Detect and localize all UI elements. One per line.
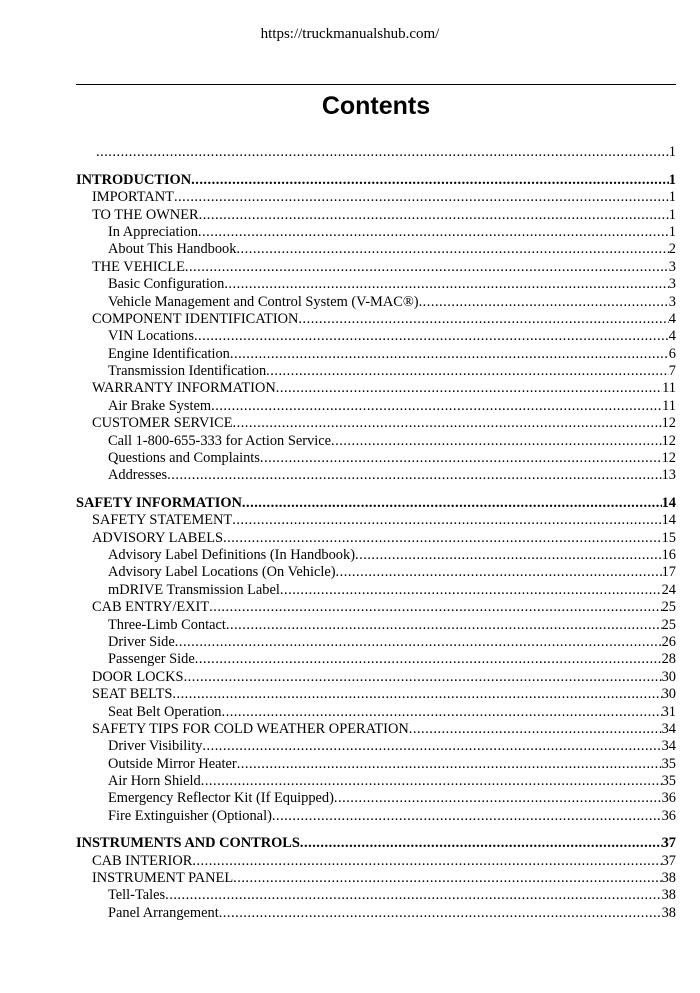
toc-subsection-entry[interactable] [0, 363, 700, 380]
toc-page-number: 17 [661, 564, 676, 581]
toc-page-number: 37 [661, 852, 676, 869]
toc-subsection-entry[interactable] [0, 581, 700, 598]
toc-page-number: 38 [661, 887, 676, 904]
dot-leader [185, 259, 669, 276]
toc-entry-label: Air Brake System [108, 397, 212, 414]
toc-entry-label: DOOR LOCKS [92, 668, 184, 685]
dot-leader [202, 738, 661, 755]
toc-page-number: 34 [661, 738, 676, 755]
toc-page-number: 31 [661, 703, 676, 720]
toc-page-number: 28 [661, 651, 676, 668]
toc-section-entry[interactable] [0, 870, 700, 887]
toc-section-entry[interactable] [0, 529, 700, 546]
toc-page-number: 2 [668, 241, 676, 258]
toc-section-entry[interactable] [0, 512, 700, 529]
toc-entry-label: Advisory Label Definitions (In Handbook) [108, 546, 355, 563]
toc-page-number: 36 [661, 790, 676, 807]
toc-page-number: 7 [668, 363, 676, 380]
toc-subsection-entry[interactable] [0, 345, 700, 362]
toc-section-entry[interactable] [0, 189, 700, 206]
dot-leader [165, 887, 661, 904]
dot-leader [222, 704, 662, 721]
dot-leader [96, 144, 669, 161]
toc-entry-label: Three-Limb Contact [108, 616, 226, 633]
toc-entry-label: Air Horn Shield [108, 773, 201, 790]
toc-page-number: 6 [668, 345, 676, 362]
dot-leader [209, 599, 661, 616]
toc-section-entry[interactable] [0, 852, 700, 869]
dot-leader [334, 790, 662, 807]
toc-entry-label: Outside Mirror Heater [108, 755, 237, 772]
toc-entry-label: Fire Extinguisher (Optional) [108, 807, 272, 824]
toc-entry-label: WARRANTY INFORMATION [92, 380, 276, 397]
toc-page-number: 3 [668, 258, 676, 275]
dot-leader [184, 669, 662, 686]
toc-entry-label: IMPORTANT [92, 189, 174, 206]
toc-page-number: 24 [661, 581, 676, 598]
dot-leader [192, 853, 661, 870]
toc-subsection-entry[interactable] [0, 738, 700, 755]
toc-subsection-entry[interactable] [0, 564, 700, 581]
toc-entry-label: Transmission Identification [108, 363, 267, 380]
toc-page-number: 14 [661, 512, 676, 529]
source-url: https://truckmanualshub.com/ [260, 26, 440, 42]
toc-entry-label: SAFETY INFORMATION [76, 494, 242, 511]
toc-page-number: 3 [668, 276, 676, 293]
section-gap [0, 825, 700, 835]
toc-page-number: 26 [661, 633, 676, 650]
toc-section-entry[interactable] [0, 599, 700, 616]
dot-leader [167, 467, 661, 484]
toc-entry-label: Basic Configuration [108, 276, 225, 293]
toc-entry-label: Panel Arrangement [108, 904, 219, 921]
toc-page-number: 38 [661, 904, 676, 921]
toc-entry-label: Engine Identification [108, 345, 230, 362]
toc-subsection-entry[interactable] [0, 293, 700, 310]
toc-entry-label: In Appreciation [108, 223, 198, 240]
toc-entry-label: mDRIVE Transmission Label [108, 581, 280, 598]
dot-leader [266, 363, 669, 380]
toc-page-number: 35 [661, 773, 676, 790]
dot-leader [280, 582, 662, 599]
toc-page-number: 25 [661, 599, 676, 616]
toc-entry-label: Questions and Complaints [108, 450, 260, 467]
toc-entry-label: Emergency Reflector Kit (If Equipped) [108, 790, 334, 807]
toc-chapter-entry[interactable] [0, 494, 700, 511]
toc-page-number: 37 [661, 835, 676, 852]
toc-subsection-entry[interactable] [0, 450, 700, 467]
toc-page-number: 1 [668, 206, 676, 223]
toc-entry-label: Driver Side [108, 633, 175, 650]
toc-chapter-entry[interactable] [0, 171, 700, 188]
toc-subsection-entry[interactable] [0, 467, 700, 484]
toc-subsection-entry[interactable] [0, 703, 700, 720]
toc-entry-label: Passenger Side [108, 651, 195, 668]
dot-leader [191, 172, 669, 189]
dot-leader [211, 398, 662, 415]
dot-leader [195, 651, 662, 668]
dot-leader [419, 294, 669, 311]
toc-section-entry[interactable] [0, 668, 700, 685]
toc-page-number: 12 [661, 450, 676, 467]
dot-leader [199, 207, 669, 224]
dot-leader [172, 686, 661, 703]
toc-page-number: 12 [661, 415, 676, 432]
toc-entry-label: COMPONENT IDENTIFICATION [92, 310, 299, 327]
toc-entry-label: TO THE OWNER [92, 206, 199, 223]
toc-page-number: 30 [661, 686, 676, 703]
toc-entry-label: Driver Visibility [108, 738, 203, 755]
toc-entry-label: INTRODUCTION [76, 171, 192, 188]
toc-page-number: 35 [661, 755, 676, 772]
toc-section-entry[interactable] [0, 258, 700, 275]
toc-page-number: 1 [668, 223, 676, 240]
toc-page-number: 15 [661, 529, 676, 546]
toc-page-number: 3 [668, 293, 676, 310]
toc-subsection-entry[interactable] [0, 807, 700, 824]
toc-section-entry[interactable] [0, 311, 700, 328]
toc-chapter-entry[interactable] [0, 835, 700, 852]
toc-entry-label: VIN Locations [108, 328, 194, 345]
toc-entry-label: CAB ENTRY/EXIT [92, 599, 210, 616]
dot-leader [175, 634, 662, 651]
toc-entry-label: INSTRUMENTS AND CONTROLS [76, 835, 300, 852]
dot-leader [233, 415, 662, 432]
toc-entry-label: INSTRUMENT PANEL [92, 870, 234, 887]
dot-leader [237, 756, 662, 773]
toc-page-number: 14 [661, 494, 676, 511]
toc-page-number: 38 [661, 870, 676, 887]
toc-entry-label: Tell-Tales [108, 887, 166, 904]
toc-subsection-entry[interactable] [0, 773, 700, 790]
dot-leader [174, 189, 669, 206]
dot-leader [226, 617, 662, 634]
dot-leader [336, 564, 662, 581]
toc-entry-label: Call 1-800-655-333 for Action Service [108, 432, 332, 449]
toc-entry-label: Advisory Label Locations (On Vehicle) [108, 564, 336, 581]
toc-section-entry[interactable] [0, 415, 700, 432]
dot-leader [409, 721, 662, 738]
dot-leader [260, 450, 662, 467]
section-gap [0, 484, 700, 494]
dot-leader [355, 547, 662, 564]
toc-page-number: 1 [668, 144, 676, 161]
toc-subsection-entry[interactable] [0, 276, 700, 293]
dot-leader [331, 433, 662, 450]
toc-subsection-entry[interactable] [0, 397, 700, 414]
toc-entry-label: THE VEHICLE [92, 258, 185, 275]
toc-subsection-entry[interactable] [0, 432, 700, 449]
dot-leader [219, 905, 662, 922]
section-gap [0, 161, 700, 171]
toc-entry-label: CUSTOMER SERVICE [92, 415, 233, 432]
toc-subsection-entry[interactable] [0, 328, 700, 345]
dot-leader [230, 346, 669, 363]
dot-leader [194, 328, 669, 345]
dot-leader [300, 835, 662, 852]
toc-page-number: 1 [668, 171, 676, 188]
toc-entry-label: Vehicle Management and Control System (V-MAC®) [108, 293, 419, 310]
dot-leader [276, 380, 662, 397]
toc-entry-label: CAB INTERIOR [92, 852, 193, 869]
toc-subsection-entry[interactable] [0, 616, 700, 633]
toc-subsection-entry[interactable] [0, 634, 700, 651]
toc-section-entry[interactable] [0, 721, 700, 738]
header-divider [76, 84, 676, 85]
toc-entry-label: Addresses [108, 467, 168, 484]
toc-page-number: 34 [661, 720, 676, 737]
toc-entry-label: ADVISORY LABELS [92, 529, 223, 546]
toc-entry-label: SAFETY TIPS FOR COLD WEATHER OPERATION [92, 720, 409, 737]
toc-page-number: 13 [661, 467, 676, 484]
toc-subsection-entry[interactable] [0, 651, 700, 668]
dot-leader [233, 870, 661, 887]
dot-leader [242, 495, 662, 512]
dot-leader [201, 773, 662, 790]
toc-page-number: 16 [661, 546, 676, 563]
toc-entry-label: SAFETY STATEMENT [92, 512, 233, 529]
dot-leader [236, 241, 668, 258]
toc-subsection-entry[interactable] [0, 887, 700, 904]
dot-leader [272, 808, 662, 825]
page-title: Contents [321, 92, 431, 120]
toc-section-entry[interactable] [0, 206, 700, 223]
dot-leader [198, 224, 669, 241]
toc-entry-label: About This Handbook [108, 241, 237, 258]
dot-leader [298, 311, 668, 328]
toc-page-number: 25 [661, 616, 676, 633]
table-of-contents [0, 144, 700, 922]
toc-section-entry[interactable] [0, 686, 700, 703]
toc-page-number: 4 [668, 310, 676, 327]
toc-entry-label: Seat Belt Operation [108, 703, 222, 720]
toc-page-number: 1 [668, 189, 676, 206]
toc-subsection-entry[interactable] [0, 241, 700, 258]
toc-page-number: 4 [668, 328, 676, 345]
toc-page-number: 11 [662, 397, 676, 414]
toc-page-number: 30 [661, 668, 676, 685]
toc-subsection-entry[interactable] [0, 224, 700, 241]
toc-subsection-entry[interactable] [0, 790, 700, 807]
dot-leader [224, 276, 668, 293]
toc-section-entry[interactable] [0, 380, 700, 397]
toc-subsection-entry[interactable] [0, 755, 700, 772]
toc-page-number: 12 [661, 432, 676, 449]
toc-subsection-entry[interactable] [0, 904, 700, 921]
toc-page-number: 36 [661, 807, 676, 824]
toc-subsection-entry[interactable] [0, 144, 700, 161]
dot-leader [223, 530, 662, 547]
dot-leader [232, 512, 661, 529]
toc-entry-label: SEAT BELTS [92, 686, 173, 703]
toc-page-number: 11 [662, 380, 676, 397]
toc-subsection-entry[interactable] [0, 547, 700, 564]
